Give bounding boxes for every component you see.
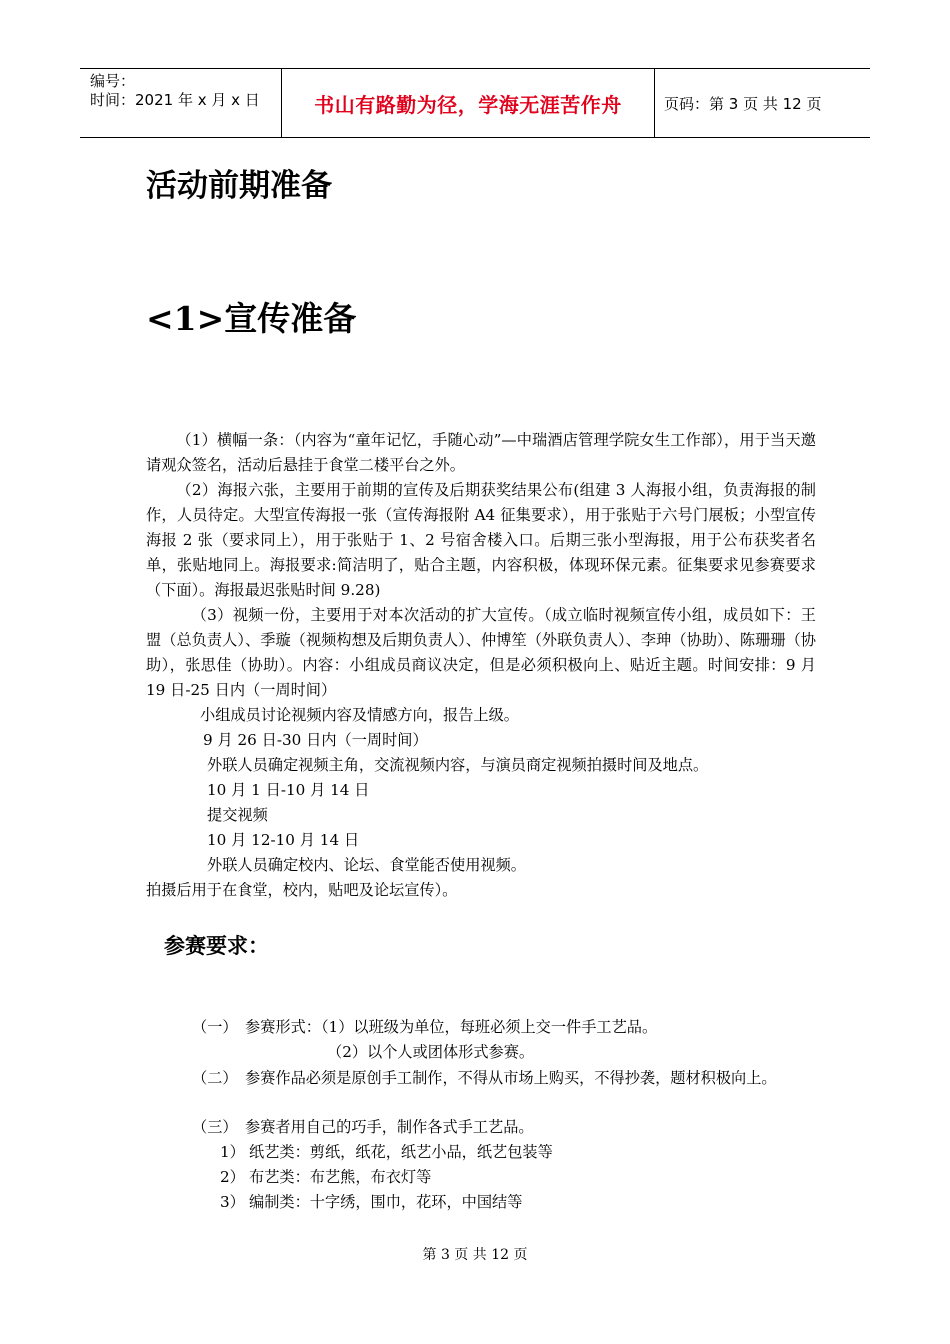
number-label: 编号： (90, 72, 136, 90)
sub-item-text: 纸艺类：剪纸，纸花，纸艺小品，纸艺包装等 (249, 1143, 553, 1161)
requirement-text: 参赛作品必须是原创手工制作，不得从市场上购买，不得抄袭，题材积极向上。 (245, 1069, 777, 1087)
schedule-line: 10 月 1 日-10 月 14 日 (207, 781, 370, 799)
section-title: 活动前期准备 (146, 168, 332, 204)
requirement-number: （三） (192, 1118, 238, 1136)
schedule-line: 9 月 26 日-30 日内（一周时间） (203, 731, 428, 749)
requirement-text: 参赛形式：（1）以班级为单位，每班必须上交一件手工艺品。 (245, 1018, 658, 1036)
schedule-line: 小组成员讨论视频内容及情感方向，报告上级。 (200, 706, 519, 724)
sub-item-number: 3） (220, 1193, 245, 1211)
section-subtitle: <1>宣传准备 (146, 299, 357, 338)
header-meta (80, 69, 282, 137)
page-footer: 第 3 页 共 12 页 (422, 1247, 528, 1263)
closing-line: 拍摄后用于在食堂，校内，贴吧及论坛宣传）。 (146, 881, 458, 899)
schedule-line: 外联人员确定视频主角，交流视频内容，与演员商定视频拍摄时间及地点。 (207, 756, 709, 774)
header-motto: 书山有路勤为径，学海无涯苦作舟 (282, 69, 655, 137)
sub-item-number: 2） (220, 1168, 245, 1186)
requirement-text: 参赛者用自己的巧手，制作各式手工艺品。 (245, 1118, 534, 1136)
header-page-info: 页码：第 3 页 共 12 页 (664, 94, 822, 113)
paragraph-banner: （1）横幅一条：（内容为“童年记忆，手随心动”—中瑞酒店管理学院女生工作部），用于当天邀请观众签名，活动后悬挂于食堂二楼平台之外。 (146, 431, 816, 474)
sub-item-number: 1） (220, 1143, 245, 1161)
schedule-line: 10 月 12-10 月 14 日 (207, 831, 360, 849)
body-paragraphs (146, 428, 816, 703)
schedule-line: 提交视频 (207, 806, 268, 824)
requirement-number: （一） (192, 1018, 238, 1036)
sub-item-text: 编制类：十字绣，围巾，花环，中国结等 (249, 1193, 523, 1211)
requirement-number: （二） (192, 1069, 238, 1087)
schedule-line: 外联人员确定校内、论坛、食堂能否使用视频。 (207, 856, 526, 874)
page-header (80, 68, 870, 138)
requirements-heading: 参赛要求： (164, 934, 269, 958)
paragraph-video: （3）视频一份，主要用于对本次活动的扩大宣传。（成立临时视频宣传小组，成员如下：王盟（总负责人）、季璇（视频构想及后期负责人）、仲博笙（外联负责人）、李珅（协助）、陈珊珊（协助），张思佳（协助）。内容：小组成员商议决定，但是必须积极向上、贴近主题。时间安排：9 月 19 日-25 日内（一周时间） (146, 606, 816, 699)
time-label: 时间：2021 年 x 月 x 日 (90, 91, 260, 109)
requirement-text: （2）以个人或团体形式参赛。 (327, 1043, 535, 1061)
paragraph-posters: （2）海报六张，主要用于前期的宣传及后期获奖结果公布(组建 3 人海报小组，负责海报的制作，人员待定。大型宣传海报一张（宣传海报附 A4 征集要求），用于张贴于六号门展板；小型宣传海报 2 张（要求同上），用于张贴于 1、2 号宿舍楼入口。后期三张小型海报，用于公布获奖者名单，张贴地同上。海报要求:简洁明了，贴合主题，内容积极，体现环保元素。征集要求见参赛要求（下面）。海报最迟张贴时间 9.28) (146, 481, 816, 599)
sub-item-text: 布艺类：布艺熊，布衣灯等 (249, 1168, 432, 1186)
